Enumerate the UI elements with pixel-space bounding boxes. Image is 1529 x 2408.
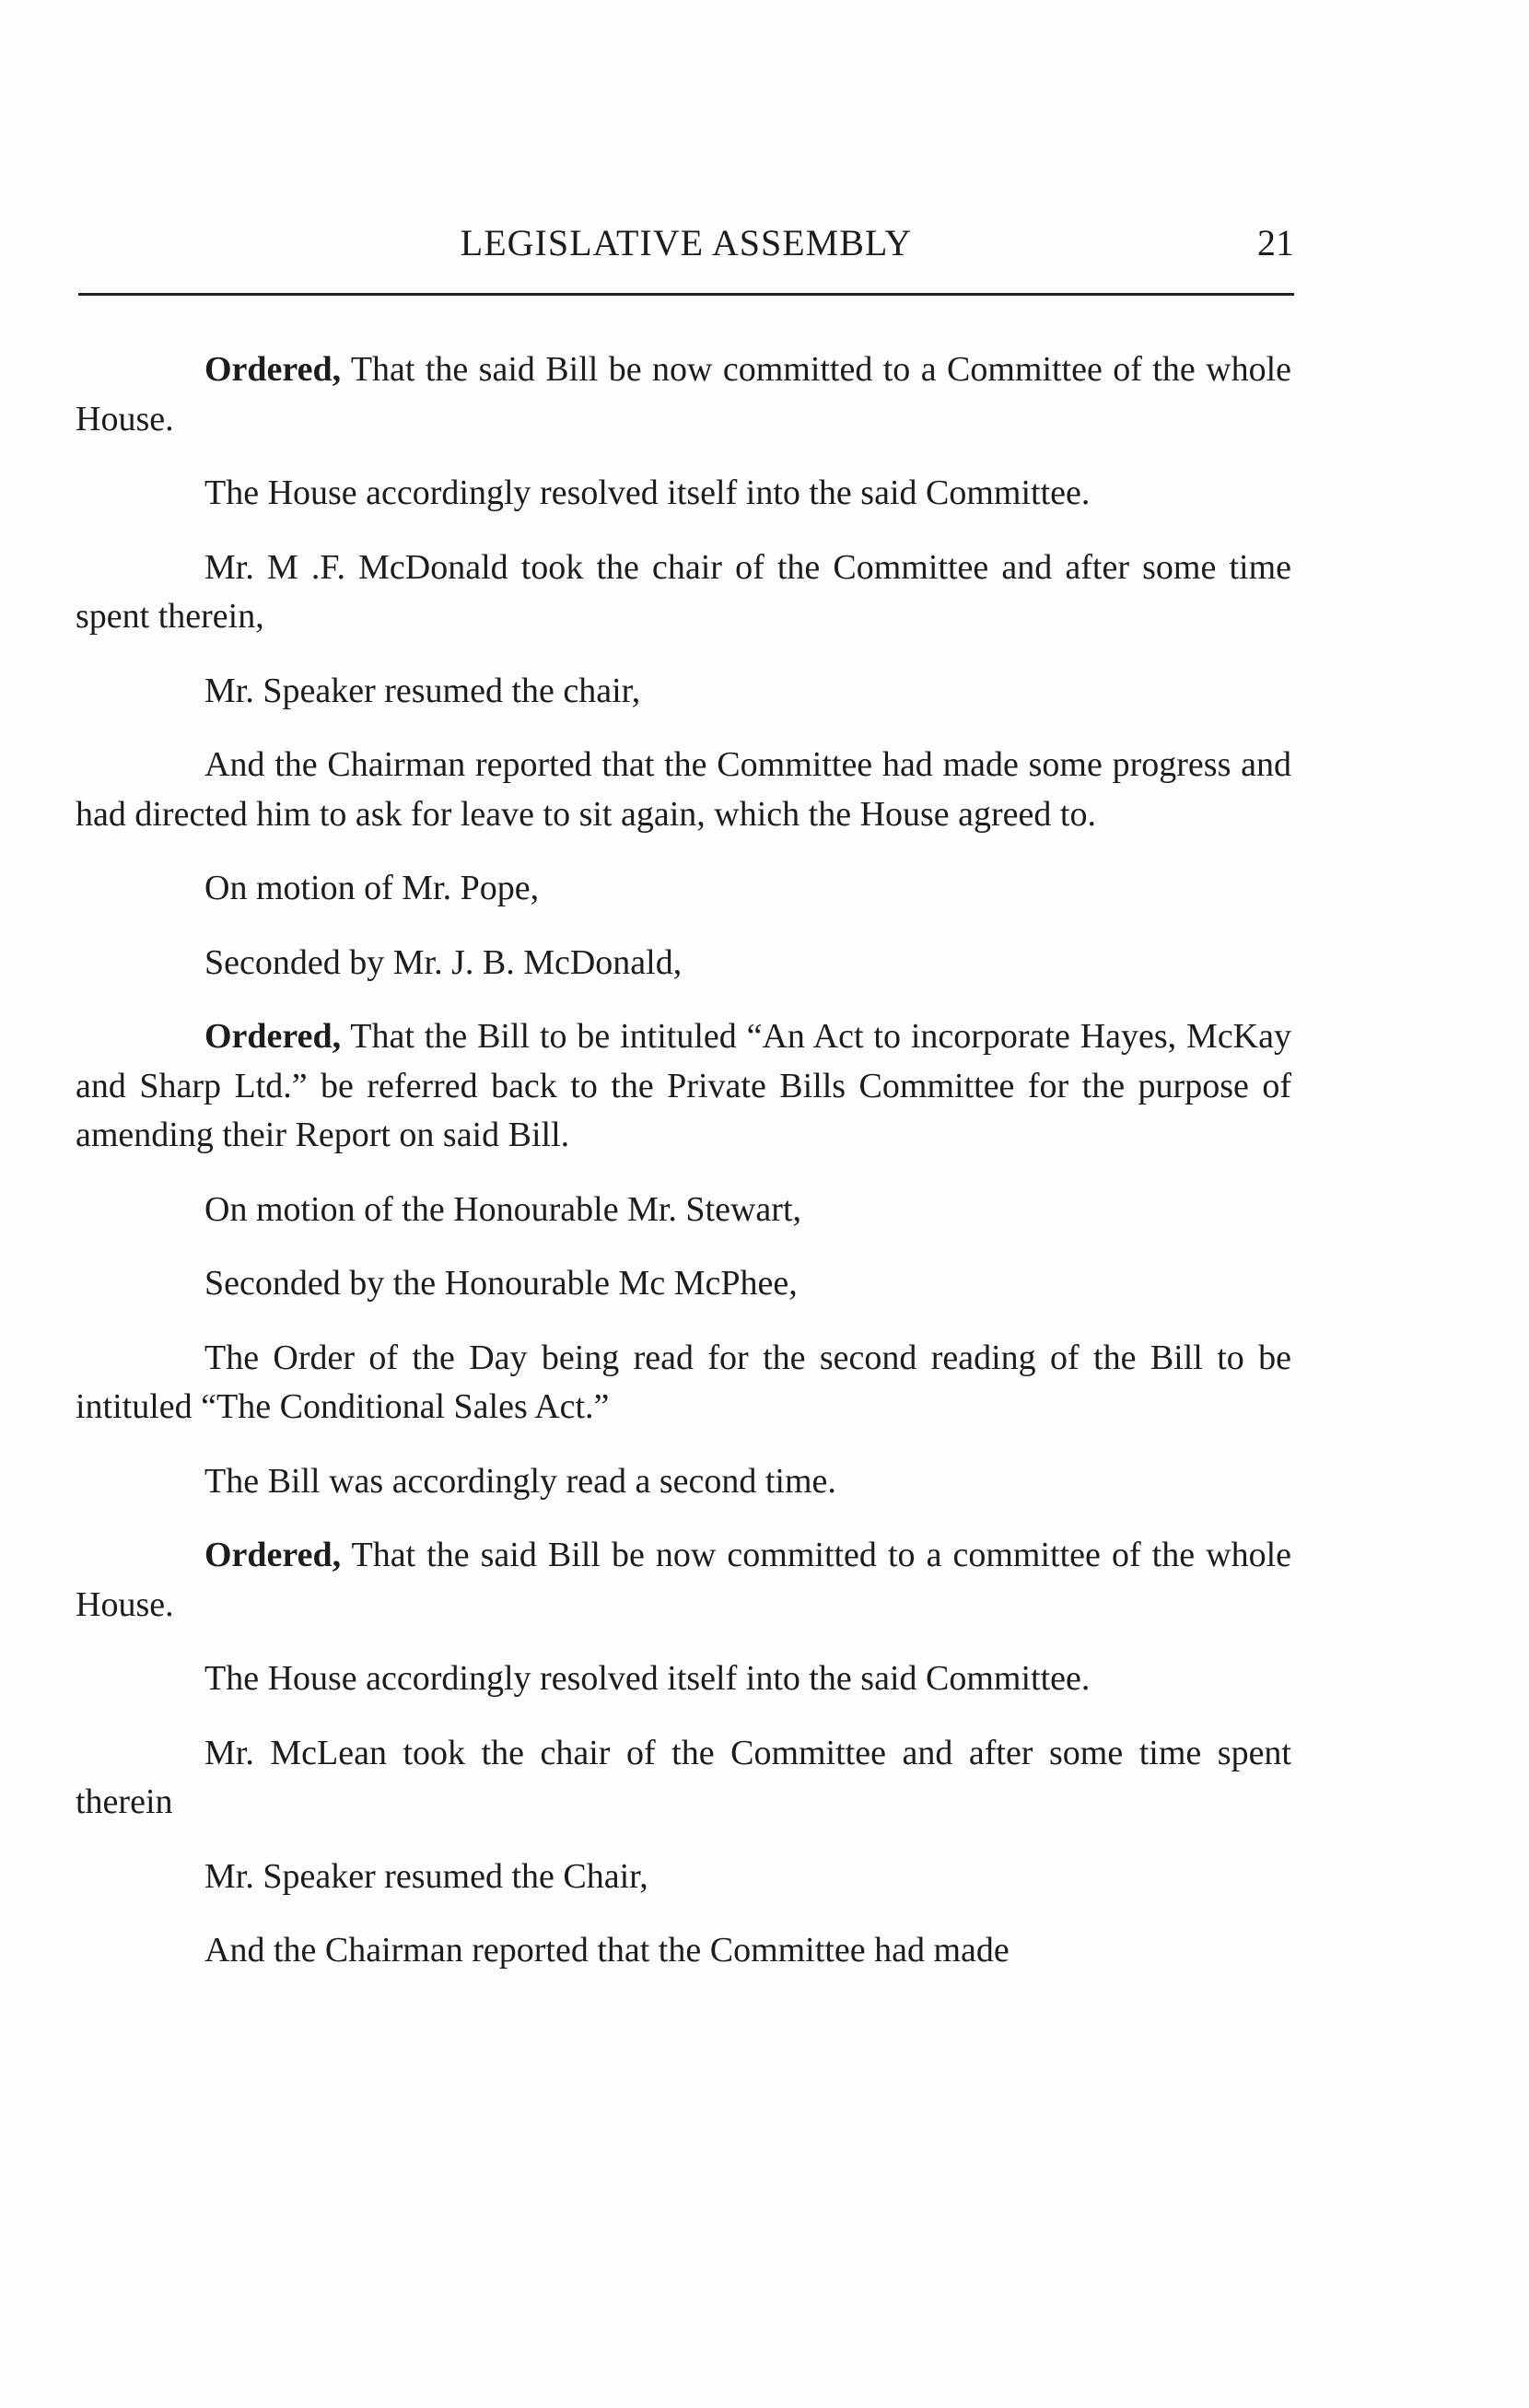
paragraph-text: Mr. McLean took the chair of the Committee and after some time spent therein bbox=[76, 1733, 1291, 1821]
paragraph bbox=[76, 469, 1291, 519]
paragraph bbox=[76, 1259, 1291, 1309]
body-text bbox=[76, 345, 1291, 1976]
paragraph-text: Seconded by the Honourable Mc McPhee, bbox=[204, 1264, 798, 1303]
paragraph-text: Seconded by Mr. J. B. McDonald, bbox=[204, 942, 683, 982]
paragraph-text: Mr. Speaker resumed the chair, bbox=[204, 671, 641, 710]
paragraph-lead: Ordered, bbox=[204, 1536, 342, 1574]
running-title: LEGISLATIVE ASSEMBLY bbox=[460, 222, 913, 263]
paragraph bbox=[76, 1186, 1291, 1235]
header-rule bbox=[78, 293, 1294, 296]
paragraph-lead: Ordered, bbox=[204, 350, 342, 389]
paragraph bbox=[76, 1729, 1291, 1828]
paragraph bbox=[76, 741, 1291, 839]
paragraph bbox=[76, 1334, 1291, 1432]
paragraph bbox=[76, 667, 1291, 717]
paragraph bbox=[76, 939, 1291, 988]
paragraph-text: On motion of Mr. Pope, bbox=[204, 869, 540, 907]
paragraph-text: The Order of the Day being read for the second reading of the Bill to be intituled “The Conditional Sales Act.” bbox=[76, 1338, 1291, 1426]
paragraph-text: Mr. Speaker resumed the Chair, bbox=[204, 1856, 648, 1896]
page-number: 21 bbox=[1257, 222, 1294, 263]
page-header bbox=[78, 221, 1294, 295]
paragraph-text: The House accordingly resolved itself into the said Committee. bbox=[204, 1659, 1091, 1698]
paragraph bbox=[76, 345, 1291, 444]
paragraph-text: And the Chairman reported that the Committee had made some progress and had directed him to ask for leave to sit again, which the House agreed to. bbox=[76, 745, 1291, 834]
paragraph bbox=[76, 1926, 1291, 1976]
paragraph bbox=[76, 1853, 1291, 1902]
paragraph-text: Mr. M .F. McDonald took the chair of the Committee and after some time spent therein, bbox=[76, 547, 1291, 636]
paragraph-lead: Ordered, bbox=[204, 1017, 342, 1056]
paragraph-text: The House accordingly resolved itself into the said Committee. bbox=[204, 473, 1091, 512]
paragraph bbox=[76, 1012, 1291, 1161]
paragraph-text: That the said Bill be now committed to a Committee of the whole House. bbox=[76, 350, 1291, 438]
paragraph bbox=[76, 1531, 1291, 1630]
paragraph bbox=[76, 1654, 1291, 1704]
paragraph-text: That the Bill to be intituled “An Act to incorporate Hayes, McKay and Sharp Ltd.” be referred back to the Private Bills Committee for the purpose of amending their Report on said Bill. bbox=[76, 1017, 1291, 1154]
paragraph bbox=[76, 1457, 1291, 1507]
paragraph bbox=[76, 864, 1291, 914]
paragraph-text: The Bill was accordingly read a second time. bbox=[204, 1461, 836, 1501]
paragraph bbox=[76, 544, 1291, 642]
paragraph-text: That the said Bill be now committed to a committee of the whole House. bbox=[76, 1536, 1291, 1624]
paragraph-text: On motion of the Honourable Mr. Stewart, bbox=[204, 1189, 802, 1229]
paragraph-text: And the Chairman reported that the Committee had made bbox=[204, 1931, 1010, 1970]
